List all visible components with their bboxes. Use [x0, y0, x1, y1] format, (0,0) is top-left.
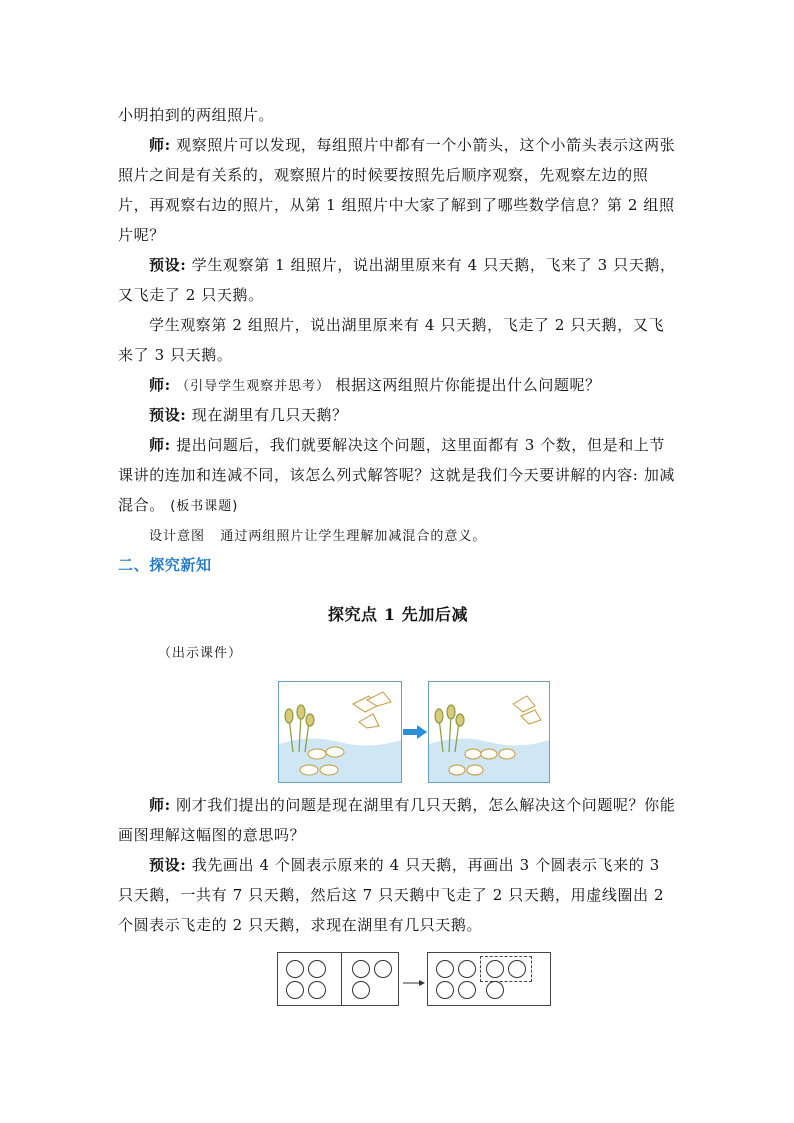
circle	[458, 981, 476, 999]
teacher-label: 师:	[149, 436, 171, 454]
teacher-label: 师:	[149, 376, 171, 394]
preset-label: 预设:	[149, 406, 187, 424]
swan-lake-illustration	[429, 682, 549, 782]
board-note: (板书课题)	[170, 499, 239, 514]
circle	[352, 960, 370, 978]
swan-photo-before	[278, 681, 402, 783]
preset-text: 现在湖里有几只天鹅？	[191, 406, 348, 424]
preset-paragraph-1	[118, 250, 678, 310]
preset-text: 学生观察第 2 组照片，说出湖里原来有 4 只天鹅，飞走了 2 只天鹅，又飞来了 3 只天鹅。	[118, 316, 665, 364]
design-intent	[118, 520, 678, 552]
preset-paragraph-2	[118, 400, 678, 430]
circle	[308, 981, 326, 999]
teacher-paragraph-1	[118, 130, 678, 250]
circle	[436, 981, 454, 999]
line-photo-intro: 小明拍到的两组照片。	[118, 106, 275, 124]
preset-text: 我先画出 4 个圆表示原来的 4 只天鹅，再画出 3 个圆表示飞来的 3 只天鹅，一共有 7 只天鹅，然后这 7 只天鹅中飞走了 2 只天鹅，用虚线圈出 2 个圆表示飞走的 2 只天鹅，求现在湖里有几只天鹅。	[118, 856, 665, 934]
design-text: 通过两组照片让学生理解加减混合的意义。	[220, 529, 487, 544]
preset-paragraph-3	[118, 850, 678, 940]
circle	[308, 960, 326, 978]
teacher-text: 提出问题后，我们就要解决这个问题，这里面都有 3 个数，但是和上节课讲的连加和连减不同，该怎么列式解答呢？这就是我们今天要讲解的内容: 加减混合。	[118, 436, 676, 514]
preset-label: 预设:	[149, 256, 187, 274]
teacher-note: （引导学生观察并思考）	[176, 379, 331, 394]
circle	[374, 960, 392, 978]
section-heading: 二、探究新知	[118, 556, 212, 574]
circle	[286, 981, 304, 999]
circle	[486, 960, 504, 978]
swan-photo-after	[428, 681, 550, 783]
swan-lake-illustration	[279, 682, 401, 782]
design-label: 设计意图	[149, 529, 206, 544]
teacher-label: 师:	[149, 136, 171, 154]
teacher-text: 观察照片可以发现，每组照片中都有一个小箭头，这个小箭头表示这两张照片之间是有关系的，观察照片的时候要按照先后顺序观察，先观察左边的照片，再观察右边的照片，从第 1 组照片中大家了解到了哪些数学信息？第 2 组照片呢？	[118, 136, 676, 244]
right-arrow-icon	[403, 724, 427, 743]
teacher-paragraph-4	[118, 790, 678, 850]
circle	[352, 981, 370, 999]
circle	[436, 960, 454, 978]
original-swans-box	[277, 952, 343, 1006]
teacher-text: 刚才我们提出的问题是现在湖里有几只天鹅，怎么解决这个问题呢？你能画图理解这幅图的意思吗？	[118, 796, 676, 844]
preset-label: 预设:	[149, 856, 187, 874]
preset-paragraph-1b	[118, 310, 678, 370]
teacher-text: 根据这两组照片你能提出什么问题呢？	[335, 376, 601, 394]
circle	[508, 960, 526, 978]
circle	[458, 960, 476, 978]
teacher-paragraph-3	[118, 430, 678, 522]
arriving-swans-box	[341, 952, 399, 1006]
show-courseware: （出示课件）	[158, 646, 243, 661]
preset-text: 学生观察第 1 组照片，说出湖里原来有 4 只天鹅，飞来了 3 只天鹅，又飞走了 2 只天鹅。	[118, 256, 676, 304]
total-swans-box	[427, 952, 551, 1006]
teacher-label: 师:	[149, 796, 171, 814]
circle	[286, 960, 304, 978]
point-title: 探究点 1 先加后减	[327, 605, 469, 624]
teacher-paragraph-2	[118, 370, 678, 402]
right-arrow-icon	[403, 973, 425, 992]
circle	[486, 981, 504, 999]
